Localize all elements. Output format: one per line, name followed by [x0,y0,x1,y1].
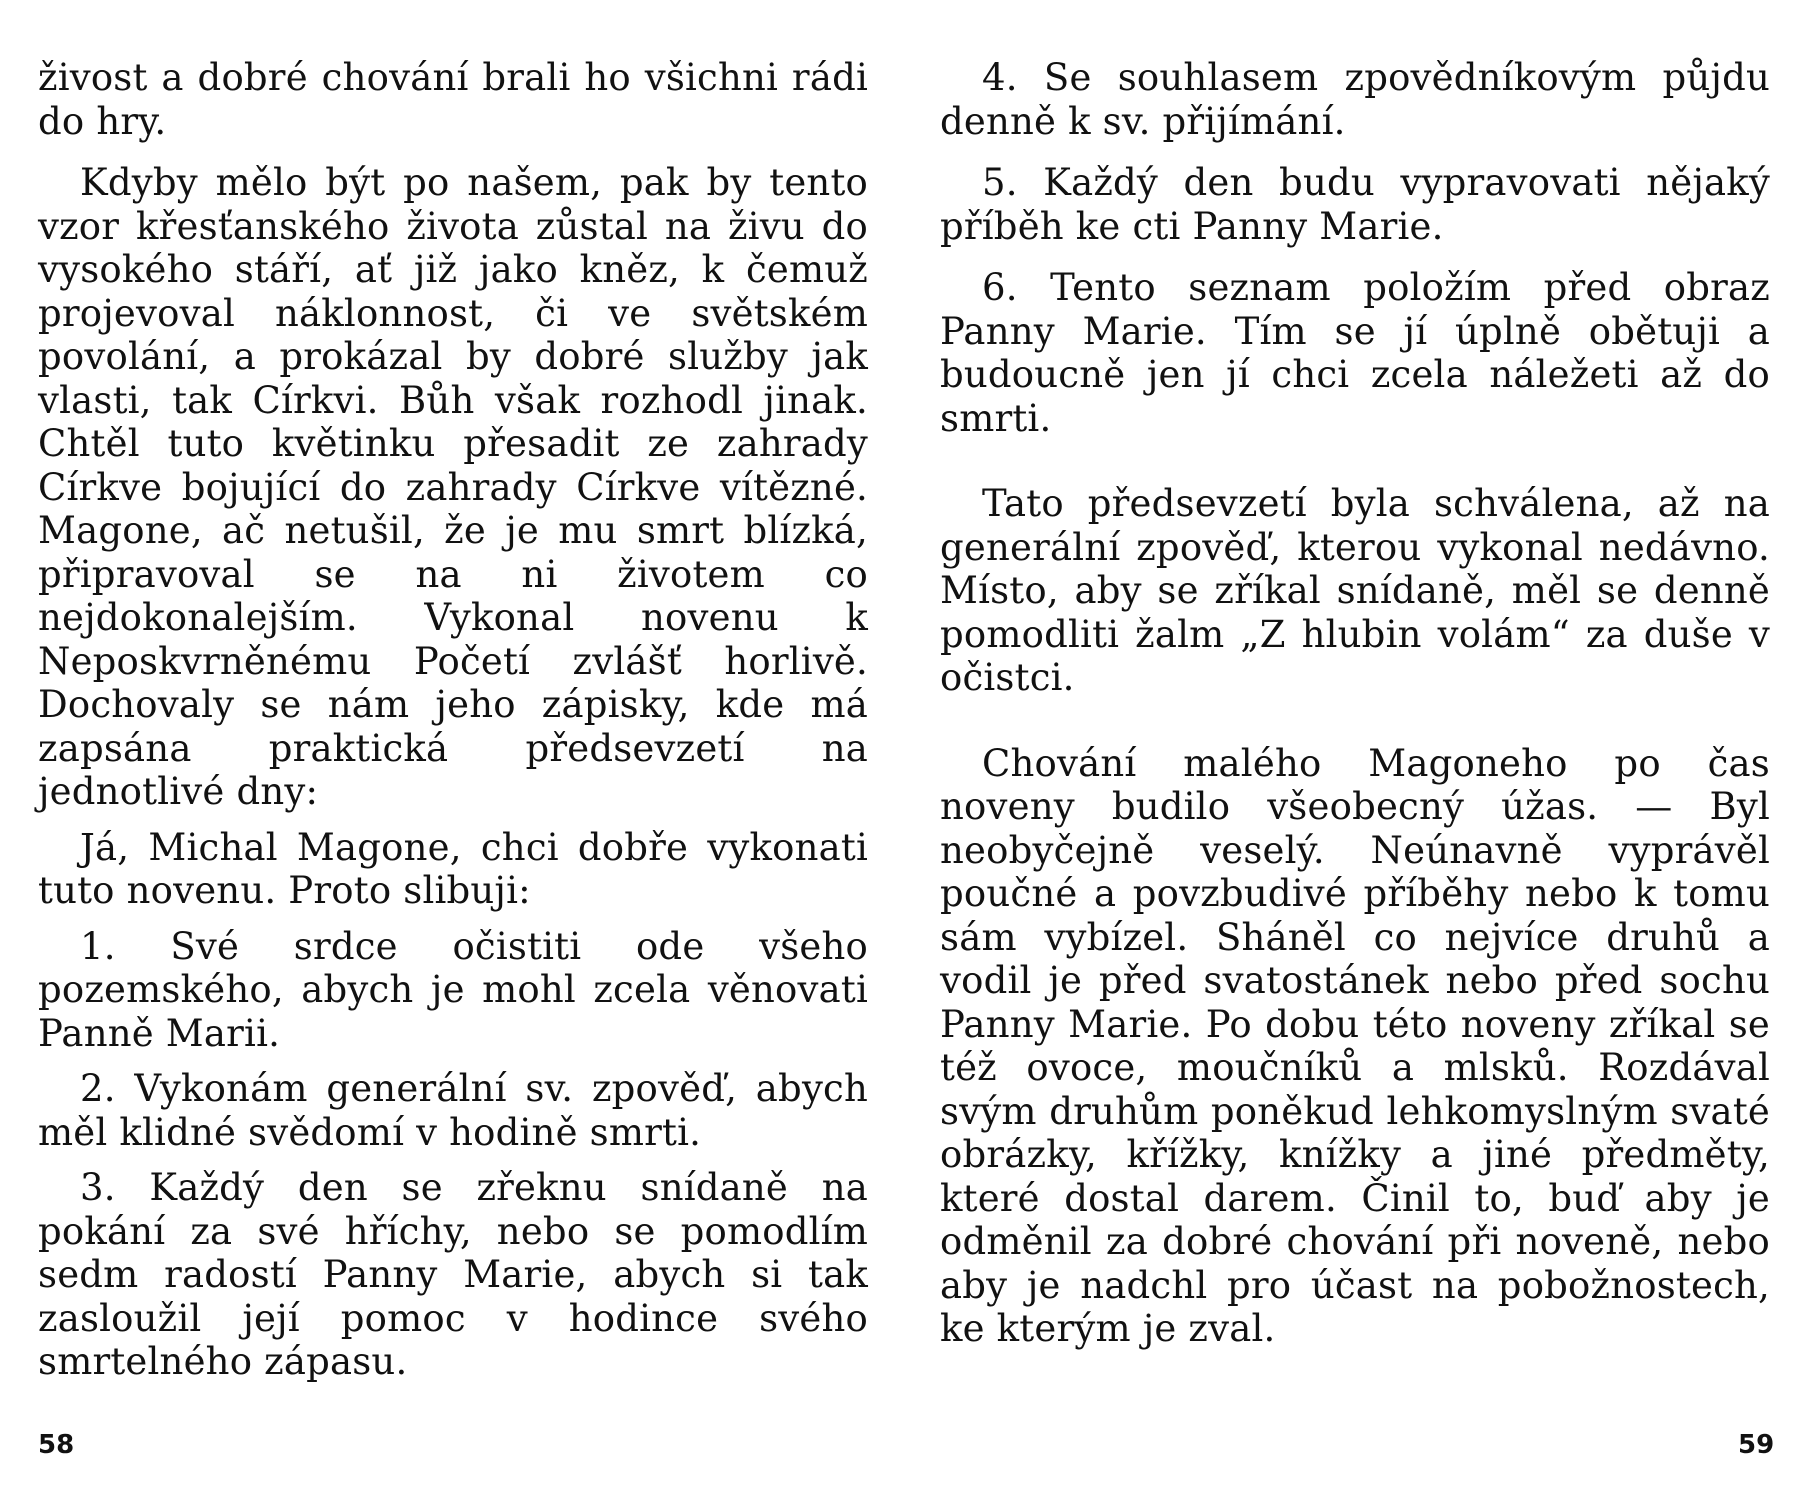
list-item: 3. Každý den se zřeknu snídaně na pokání za své hříchy, nebo se pomodlím sedm radostí Panny Marie, abych si tak zasloužil její pomoc v hodince svého smrtelného zápasu. [38,1166,868,1383]
paragraph: Chování malého Magoneho po čas noveny budilo všeobecný úžas. — Byl neobyčejně veselý. Neúnavně vyprávěl poučné a povzbudivé příběhy nebo k tomu sám vybízel. Sháněl co nejvíce druhů a vodil je před svatostánek nebo před sochu Panny Marie. Po dobu této noveny zříkal se též ovoce, moučníků a mlsků. Rozdával svým druhům poněkud lehkomyslným svaté obrázky, křížky, knížky a jiné předměty, které dostal darem. Činil to, buď aby je odměnil za dobré chování při noveně, nebo aby je nadchl pro účast na pobožnostech, ke kterým je zval. [940,741,1770,1350]
paragraph: živost a dobré chování brali ho všichni rádi do hry. [38,56,868,143]
paragraph: Tato předsevzetí byla schválena, až na generální zpověď, kterou vykonal nedávno. Místo, aby se zříkal snídaně, měl se denně pomodliti žalm „Z hlubin volám“ za duše v očistci. [940,482,1770,699]
list-item: 1. Své srdce očistiti ode všeho pozemského, abych je mohl zcela věnovati Panně Marii. [38,924,868,1055]
paragraph: Kdyby mělo být po našem, pak by tento vzor křesťanského života zůstal na živu do vysokého stáří, ať již jako kněz, k čemuž projevoval náklonnost, či ve světském povolání, a prokázal by dobré služby jak vlasti, tak Církvi. Bůh však rozhodl jinak. Chtěl tuto květinku přesadit ze zahrady Církve bojující do zahrady Církve vítězné. Magone, ač netušil, že je mu smrt blízká, připravoval se na ni životem co nejdokonalejším. Vykonal novenu k Neposkvrněnému Početí zvlášť horlivě. Dochovaly se nám jeho zápisky, kde má zapsána praktická předsevzetí na jednotlivé dny: [38,161,868,813]
left-page [38,56,868,1384]
page-number-left: 58 [38,1430,75,1460]
list-item: 2. Vykonám generální sv. zpověď, abych měl klidné svědomí v hodině smrti. [38,1067,868,1154]
list-item: 4. Se souhlasem zpovědníkovým půjdu denně k sv. přijímání. [940,56,1770,143]
list-item: 5. Každý den budu vypravovati nějaký příběh ke cti Panny Marie. [940,161,1770,248]
page-number-right: 59 [1738,1430,1775,1460]
paragraph: Já, Michal Magone, chci dobře vykonati tuto novenu. Proto slibuji: [38,825,868,912]
list-item: 6. Tento seznam položím před obraz Panny Marie. Tím se jí úplně obětuji a budoucně jen jí chci zcela náležeti až do smrti. [940,266,1770,440]
right-page [940,56,1770,1351]
